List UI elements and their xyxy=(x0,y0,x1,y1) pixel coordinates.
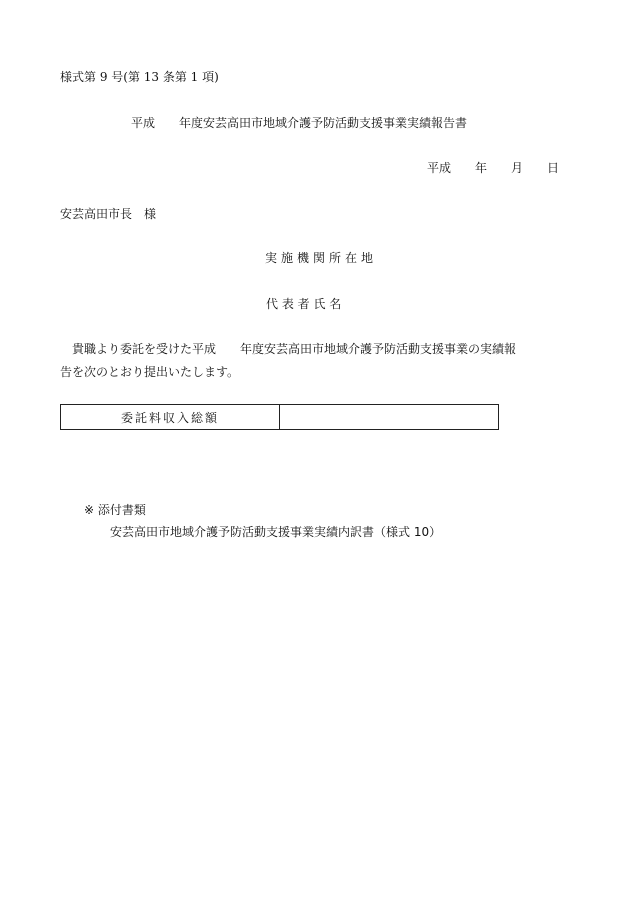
body-text-line-2: 告を次のとおり提出いたします。 xyxy=(60,365,240,379)
form-number: 様式第 9 号(第 13 条第 1 項) xyxy=(60,70,219,84)
date-line: 平成 年 月 日 xyxy=(427,161,560,175)
report-title: 平成 年度安芸高田市地域介護予防活動支援事業実績報告書 xyxy=(131,116,468,130)
representative-label: 代 表 者 氏 名 xyxy=(266,297,342,311)
body-text-line-1: 貴職より委託を受けた平成 年度安芸高田市地域介護予防活動支援事業の実績報 xyxy=(72,342,517,356)
addressee: 安芸高田市長 様 xyxy=(60,207,157,221)
attachments-header: ※ 添付書類 xyxy=(84,503,146,517)
org-address-label: 実施機関所在地 xyxy=(265,251,378,265)
commission-income-table xyxy=(60,404,499,430)
attachment-item: 安芸高田市地域介護予防活動支援事業実績内訳書（様式 10） xyxy=(110,525,442,539)
commission-income-label: 委託料収入総額 xyxy=(61,405,280,430)
commission-income-value xyxy=(280,405,499,430)
table-row xyxy=(61,405,499,430)
